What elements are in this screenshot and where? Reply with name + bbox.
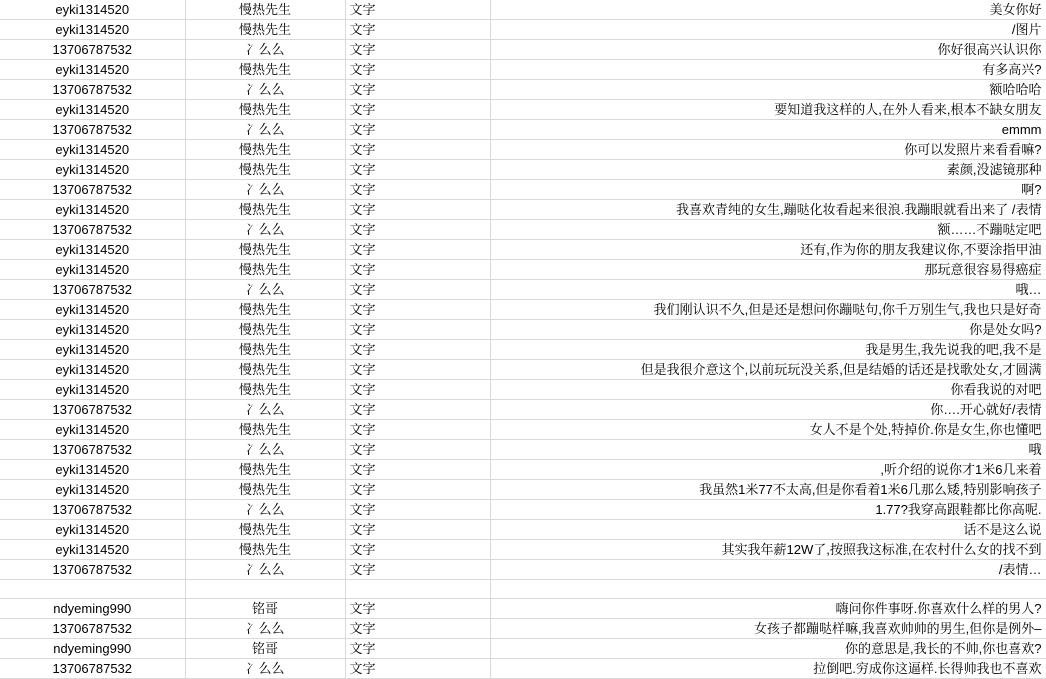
display-name-cell[interactable]: 冫么么 (185, 180, 345, 200)
table-row[interactable] (0, 60, 1046, 80)
sender-id-cell[interactable]: eyki1314520 (0, 140, 185, 160)
message-content-cell[interactable]: 你的意思是,我长的不帅,你也喜欢? (490, 639, 1046, 659)
message-content-cell[interactable]: /图片 (490, 20, 1046, 40)
message-content-cell[interactable]: 素颜,没滤镜那种 (490, 160, 1046, 180)
message-type-cell[interactable]: 文字 (345, 440, 490, 460)
message-content-cell[interactable]: 但是我很介意这个,以前玩玩没关系,但是结婚的话还是找歌处女,才圆满 (490, 360, 1046, 380)
sender-id-cell[interactable]: eyki1314520 (0, 340, 185, 360)
table-row[interactable] (0, 200, 1046, 220)
sender-id-cell[interactable]: 13706787532 (0, 400, 185, 420)
table-row[interactable] (0, 260, 1046, 280)
message-type-cell[interactable]: 文字 (345, 340, 490, 360)
sender-id-cell[interactable]: eyki1314520 (0, 20, 185, 40)
table-row[interactable] (0, 360, 1046, 380)
sender-id-cell[interactable]: eyki1314520 (0, 240, 185, 260)
display-name-cell[interactable]: 慢热先生 (185, 320, 345, 340)
sender-id-cell[interactable]: eyki1314520 (0, 260, 185, 280)
sender-id-cell[interactable]: eyki1314520 (0, 540, 185, 560)
sender-id-cell[interactable] (0, 580, 185, 599)
message-content-cell[interactable]: 你看我说的对吧 (490, 380, 1046, 400)
sender-id-cell[interactable]: 13706787532 (0, 659, 185, 679)
sender-id-cell[interactable]: 13706787532 (0, 619, 185, 639)
display-name-cell[interactable]: 慢热先生 (185, 160, 345, 180)
table-row[interactable] (0, 420, 1046, 440)
display-name-cell[interactable]: 冫么么 (185, 400, 345, 420)
message-content-cell[interactable]: 哦 (490, 440, 1046, 460)
message-content-cell[interactable]: ,听介绍的说你才1米6几来着 (490, 460, 1046, 480)
sender-id-cell[interactable]: 13706787532 (0, 120, 185, 140)
display-name-cell[interactable]: 冫么么 (185, 40, 345, 60)
table-row[interactable] (0, 180, 1046, 200)
message-type-cell[interactable]: 文字 (345, 240, 490, 260)
display-name-cell[interactable]: 慢热先生 (185, 300, 345, 320)
display-name-cell[interactable]: 慢热先生 (185, 340, 345, 360)
display-name-cell[interactable]: 慢热先生 (185, 380, 345, 400)
display-name-cell[interactable]: 慢热先生 (185, 460, 345, 480)
message-type-cell[interactable]: 文字 (345, 0, 490, 20)
message-content-cell[interactable]: 还有,作为你的朋友我建议你,不要涂指甲油 (490, 240, 1046, 260)
table-row[interactable] (0, 639, 1046, 659)
display-name-cell[interactable]: 慢热先生 (185, 420, 345, 440)
table-row[interactable] (0, 80, 1046, 100)
sender-id-cell[interactable]: ndyeming990 (0, 599, 185, 619)
message-type-cell[interactable]: 文字 (345, 300, 490, 320)
message-type-cell[interactable]: 文字 (345, 200, 490, 220)
display-name-cell[interactable]: 慢热先生 (185, 100, 345, 120)
message-type-cell[interactable]: 文字 (345, 400, 490, 420)
sender-id-cell[interactable]: 13706787532 (0, 280, 185, 300)
table-row[interactable] (0, 380, 1046, 400)
sender-id-cell[interactable]: 13706787532 (0, 560, 185, 580)
display-name-cell[interactable]: 冫么么 (185, 280, 345, 300)
message-content-cell[interactable]: 我是男生,我先说我的吧,我不是 (490, 340, 1046, 360)
table-row[interactable] (0, 500, 1046, 520)
sender-id-cell[interactable]: eyki1314520 (0, 200, 185, 220)
display-name-cell[interactable]: 慢热先生 (185, 200, 345, 220)
sender-id-cell[interactable]: eyki1314520 (0, 160, 185, 180)
message-type-cell[interactable]: 文字 (345, 460, 490, 480)
message-content-cell[interactable]: 拉倒吧.穷成你这逼样.长得帅我也不喜欢 (490, 659, 1046, 679)
message-type-cell[interactable]: 文字 (345, 140, 490, 160)
message-content-cell[interactable]: 美女你好 (490, 0, 1046, 20)
table-row[interactable] (0, 540, 1046, 560)
message-type-cell[interactable]: 文字 (345, 100, 490, 120)
table-row[interactable] (0, 460, 1046, 480)
display-name-cell[interactable]: 铭哥 (185, 639, 345, 659)
table-row[interactable] (0, 160, 1046, 180)
message-content-cell[interactable]: 1.77?我穿高跟鞋都比你高呢. (490, 500, 1046, 520)
message-content-cell[interactable]: 你是处女吗? (490, 320, 1046, 340)
message-type-cell[interactable]: 文字 (345, 500, 490, 520)
message-content-cell[interactable]: emmm (490, 120, 1046, 140)
message-content-cell[interactable]: 哦… (490, 280, 1046, 300)
display-name-cell[interactable]: 冫么么 (185, 500, 345, 520)
display-name-cell[interactable]: 冫么么 (185, 120, 345, 140)
sender-id-cell[interactable]: 13706787532 (0, 180, 185, 200)
message-content-cell[interactable]: 我虽然1米77不太高,但是你看着1米6几那么矮,特别影响孩子 (490, 480, 1046, 500)
message-type-cell[interactable] (345, 580, 490, 599)
display-name-cell[interactable]: 冫么么 (185, 659, 345, 679)
table-row[interactable] (0, 400, 1046, 420)
display-name-cell[interactable]: 冫么么 (185, 619, 345, 639)
message-type-cell[interactable]: 文字 (345, 180, 490, 200)
display-name-cell[interactable]: 慢热先生 (185, 260, 345, 280)
display-name-cell[interactable]: 冫么么 (185, 560, 345, 580)
display-name-cell[interactable]: 慢热先生 (185, 140, 345, 160)
table-row[interactable] (0, 40, 1046, 60)
sender-id-cell[interactable]: 13706787532 (0, 220, 185, 240)
table-row[interactable] (0, 120, 1046, 140)
sender-id-cell[interactable]: eyki1314520 (0, 60, 185, 80)
message-content-cell[interactable]: 啊? (490, 180, 1046, 200)
table-row[interactable] (0, 320, 1046, 340)
message-type-cell[interactable]: 文字 (345, 60, 490, 80)
message-content-cell[interactable]: 你可以发照片来看看嘛? (490, 140, 1046, 160)
message-content-cell[interactable]: 额……不蹦哒定吧 (490, 220, 1046, 240)
table-row[interactable] (0, 440, 1046, 460)
message-type-cell[interactable]: 文字 (345, 380, 490, 400)
sender-id-cell[interactable]: eyki1314520 (0, 420, 185, 440)
message-content-cell[interactable]: 要知道我这样的人,在外人看来,根本不缺女朋友 (490, 100, 1046, 120)
message-content-cell[interactable]: 女人不是个处,特掉价.你是女生,你也懂吧 (490, 420, 1046, 440)
sender-id-cell[interactable]: eyki1314520 (0, 480, 185, 500)
table-row[interactable] (0, 619, 1046, 639)
sender-id-cell[interactable]: eyki1314520 (0, 460, 185, 480)
message-type-cell[interactable]: 文字 (345, 220, 490, 240)
message-type-cell[interactable]: 文字 (345, 160, 490, 180)
message-content-cell[interactable] (490, 580, 1046, 599)
sender-id-cell[interactable]: 13706787532 (0, 440, 185, 460)
table-row[interactable] (0, 0, 1046, 20)
message-content-cell[interactable]: /表情… (490, 560, 1046, 580)
sender-id-cell[interactable]: eyki1314520 (0, 100, 185, 120)
message-type-cell[interactable]: 文字 (345, 639, 490, 659)
message-type-cell[interactable]: 文字 (345, 120, 490, 140)
display-name-cell[interactable]: 冫么么 (185, 80, 345, 100)
message-type-cell[interactable]: 文字 (345, 599, 490, 619)
sender-id-cell[interactable]: ndyeming990 (0, 639, 185, 659)
display-name-cell[interactable]: 慢热先生 (185, 480, 345, 500)
sender-id-cell[interactable]: 13706787532 (0, 40, 185, 60)
message-type-cell[interactable]: 文字 (345, 540, 490, 560)
message-type-cell[interactable]: 文字 (345, 619, 490, 639)
message-content-cell[interactable]: 嗨问你件事呀.你喜欢什么样的男人? (490, 599, 1046, 619)
table-row[interactable] (0, 220, 1046, 240)
table-row[interactable] (0, 280, 1046, 300)
message-type-cell[interactable]: 文字 (345, 280, 490, 300)
message-content-cell[interactable]: 有多高兴? (490, 60, 1046, 80)
table-row[interactable] (0, 300, 1046, 320)
message-type-cell[interactable]: 文字 (345, 40, 490, 60)
message-content-cell[interactable]: 那玩意很容易得癌症 (490, 260, 1046, 280)
display-name-cell[interactable]: 慢热先生 (185, 20, 345, 40)
table-row[interactable] (0, 140, 1046, 160)
message-type-cell[interactable]: 文字 (345, 659, 490, 679)
message-content-cell[interactable]: 额哈哈哈 (490, 80, 1046, 100)
table-row[interactable] (0, 340, 1046, 360)
sender-id-cell[interactable]: eyki1314520 (0, 300, 185, 320)
sender-id-cell[interactable]: 13706787532 (0, 500, 185, 520)
message-content-cell[interactable]: 其实我年薪12W了,按照我这标准,在农村什么女的找不到 (490, 540, 1046, 560)
table-row-blank[interactable] (0, 580, 1046, 599)
display-name-cell[interactable]: 慢热先生 (185, 360, 345, 380)
message-type-cell[interactable]: 文字 (345, 420, 490, 440)
table-row[interactable] (0, 240, 1046, 260)
message-content-cell[interactable]: 女孩子都蹦哒样嘛,我喜欢帅帅的男生,但你是例外– (490, 619, 1046, 639)
table-row[interactable] (0, 599, 1046, 619)
display-name-cell[interactable]: 慢热先生 (185, 60, 345, 80)
table-row[interactable] (0, 560, 1046, 580)
table-row[interactable] (0, 100, 1046, 120)
message-content-cell[interactable]: 你好很高兴认识你 (490, 40, 1046, 60)
display-name-cell[interactable]: 慢热先生 (185, 520, 345, 540)
sender-id-cell[interactable]: eyki1314520 (0, 380, 185, 400)
display-name-cell[interactable] (185, 580, 345, 599)
message-type-cell[interactable]: 文字 (345, 20, 490, 40)
message-type-cell[interactable]: 文字 (345, 480, 490, 500)
display-name-cell[interactable]: 铭哥 (185, 599, 345, 619)
sender-id-cell[interactable]: eyki1314520 (0, 0, 185, 20)
display-name-cell[interactable]: 慢热先生 (185, 240, 345, 260)
table-row[interactable] (0, 20, 1046, 40)
display-name-cell[interactable]: 冫么么 (185, 220, 345, 240)
display-name-cell[interactable]: 慢热先生 (185, 0, 345, 20)
message-content-cell[interactable]: 我们刚认识不久,但是还是想问你蹦哒句,你千万别生气,我也只是好奇 (490, 300, 1046, 320)
message-content-cell[interactable]: 我喜欢青纯的女生,蹦哒化妆看起来很浪.我蹦眼就看出来了 /表情 (490, 200, 1046, 220)
table-row[interactable] (0, 659, 1046, 679)
table-row[interactable] (0, 520, 1046, 540)
message-type-cell[interactable]: 文字 (345, 520, 490, 540)
message-type-cell[interactable]: 文字 (345, 260, 490, 280)
message-content-cell[interactable]: 话不是这么说 (490, 520, 1046, 540)
message-type-cell[interactable]: 文字 (345, 320, 490, 340)
table-row[interactable] (0, 480, 1046, 500)
display-name-cell[interactable]: 冫么么 (185, 440, 345, 460)
message-type-cell[interactable]: 文字 (345, 360, 490, 380)
sender-id-cell[interactable]: eyki1314520 (0, 320, 185, 340)
message-content-cell[interactable]: 你….开心就好/表情 (490, 400, 1046, 420)
display-name-cell[interactable]: 慢热先生 (185, 540, 345, 560)
sender-id-cell[interactable]: eyki1314520 (0, 360, 185, 380)
message-type-cell[interactable]: 文字 (345, 560, 490, 580)
sender-id-cell[interactable]: 13706787532 (0, 80, 185, 100)
message-type-cell[interactable]: 文字 (345, 80, 490, 100)
sender-id-cell[interactable]: eyki1314520 (0, 520, 185, 540)
